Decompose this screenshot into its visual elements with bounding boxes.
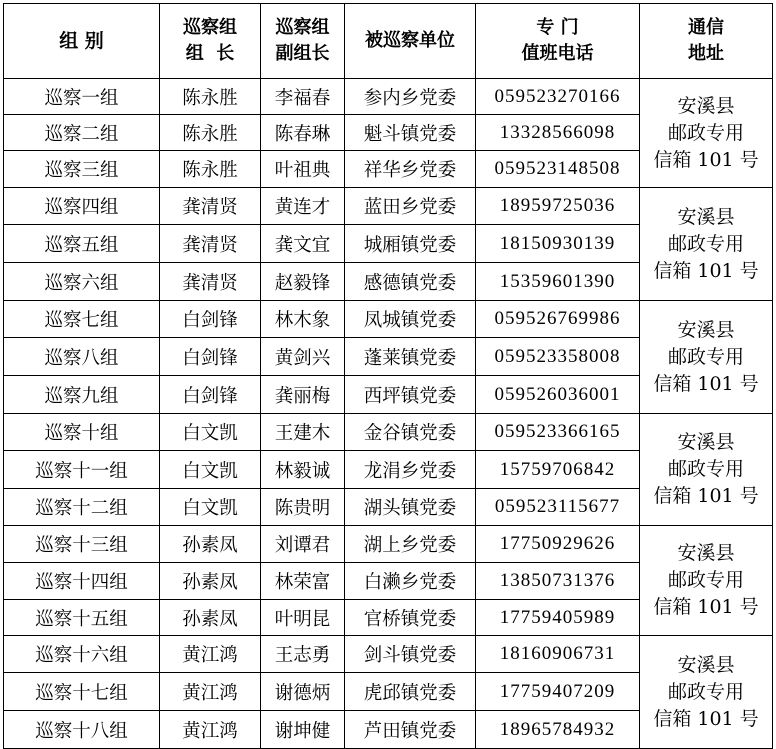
- cell-unit: 金谷镇党委: [345, 414, 476, 451]
- cell-unit: 白濑乡党委: [345, 563, 476, 600]
- cell-group: 巡察二组: [4, 115, 160, 151]
- header-phone-line2: 值班电话: [521, 43, 594, 64]
- cell-phone: 18150930139: [476, 225, 640, 263]
- cell-deputy: 黄连才: [261, 188, 345, 225]
- address-line2: 邮政专用: [667, 232, 744, 255]
- address-line3: 信箱 101 号: [653, 148, 759, 171]
- cell-unit: 参内乡党委: [345, 79, 476, 115]
- address-line3: 信箱 101 号: [653, 707, 759, 730]
- cell-unit: 感德镇党委: [345, 263, 476, 301]
- cell-group: 巡察一组: [4, 79, 160, 115]
- cell-phone: 18160906731: [476, 636, 640, 673]
- cell-leader: 陈永胜: [160, 115, 261, 151]
- table-row: [4, 414, 773, 451]
- table-row: [4, 636, 773, 673]
- address-line1: 安溪县: [677, 431, 735, 453]
- cell-leader: 黄江鸿: [160, 673, 261, 711]
- cell-group: 巡察十组: [4, 414, 160, 451]
- cell-unit: 西坪镇党委: [345, 376, 476, 414]
- header-address: [640, 4, 773, 79]
- cell-phone: 17759407209: [476, 673, 640, 711]
- cell-unit: 魁斗镇党委: [345, 115, 476, 151]
- cell-group: 巡察四组: [4, 188, 160, 225]
- cell-phone: 17759405989: [476, 600, 640, 636]
- header-deputy-line2: 副组长: [275, 43, 330, 64]
- cell-group: 巡察十三组: [4, 526, 160, 563]
- address-line3: 信箱 101 号: [653, 372, 759, 395]
- cell-address: [640, 79, 773, 188]
- cell-leader: 白剑锋: [160, 301, 261, 338]
- address-line1: 安溪县: [677, 653, 735, 676]
- cell-deputy: 龚文宜: [261, 225, 345, 263]
- cell-phone: 15359601390: [476, 263, 640, 301]
- header-leader: [160, 4, 261, 79]
- cell-group: 巡察三组: [4, 151, 160, 188]
- header-address-line1: 通信: [688, 17, 724, 38]
- cell-group: 巡察十八组: [4, 711, 160, 749]
- cell-deputy: 林荣富: [261, 563, 345, 600]
- cell-phone: 059523270166: [476, 79, 640, 115]
- cell-leader: 白剑锋: [160, 338, 261, 376]
- cell-unit: 祥华乡党委: [345, 151, 476, 188]
- cell-leader: 孙素凤: [160, 600, 261, 636]
- cell-unit: 芦田镇党委: [345, 711, 476, 749]
- cell-unit: 湖上乡党委: [345, 526, 476, 563]
- patrol-group-table: [3, 3, 773, 749]
- address-line2: 邮政专用: [667, 569, 744, 591]
- cell-phone: 059526036001: [476, 376, 640, 414]
- cell-leader: 陈永胜: [160, 151, 261, 188]
- address-line2: 邮政专用: [667, 458, 744, 480]
- header-phone-line1: 专 门: [536, 17, 579, 38]
- cell-leader: 孙素凤: [160, 526, 261, 563]
- cell-deputy: 叶祖典: [261, 151, 345, 188]
- cell-group: 巡察十五组: [4, 600, 160, 636]
- address-line2: 邮政专用: [667, 680, 744, 703]
- cell-deputy: 谢坤健: [261, 711, 345, 749]
- cell-leader: 龚清贤: [160, 263, 261, 301]
- cell-deputy: 王建木: [261, 414, 345, 451]
- cell-deputy: 陈春琳: [261, 115, 345, 151]
- cell-group: 巡察十一组: [4, 451, 160, 489]
- cell-group: 巡察十六组: [4, 636, 160, 673]
- cell-deputy: 林木象: [261, 301, 345, 338]
- cell-deputy: 赵毅锋: [261, 263, 345, 301]
- cell-leader: 白文凯: [160, 489, 261, 526]
- cell-address: [640, 414, 773, 526]
- cell-unit: 虎邱镇党委: [345, 673, 476, 711]
- cell-deputy: 刘谭君: [261, 526, 345, 563]
- header-unit: 被巡察单位: [345, 4, 476, 79]
- cell-leader: 龚清贤: [160, 225, 261, 263]
- cell-unit: 剑斗镇党委: [345, 636, 476, 673]
- cell-deputy: 龚丽梅: [261, 376, 345, 414]
- cell-leader: 陈永胜: [160, 79, 261, 115]
- cell-phone: 18959725036: [476, 188, 640, 225]
- cell-group: 巡察十四组: [4, 563, 160, 600]
- cell-deputy: 叶明昆: [261, 600, 345, 636]
- cell-deputy: 王志勇: [261, 636, 345, 673]
- cell-phone: 059523115677: [476, 489, 640, 526]
- cell-deputy: 李福春: [261, 79, 345, 115]
- header-leader-line2: 组 长: [185, 43, 235, 64]
- cell-leader: 白文凯: [160, 451, 261, 489]
- address-line3: 信箱 101 号: [653, 259, 759, 282]
- cell-unit: 城厢镇党委: [345, 225, 476, 263]
- cell-phone: 18965784932: [476, 711, 640, 749]
- address-line3: 信箱 101 号: [653, 596, 759, 618]
- cell-group: 巡察九组: [4, 376, 160, 414]
- cell-deputy: 陈贵明: [261, 489, 345, 526]
- cell-unit: 蓬莱镇党委: [345, 338, 476, 376]
- cell-unit: 蓝田乡党委: [345, 188, 476, 225]
- cell-address: [640, 636, 773, 749]
- table-row: [4, 79, 773, 115]
- cell-leader: 龚清贤: [160, 188, 261, 225]
- header-address-line2: 地址: [688, 43, 724, 64]
- address-line1: 安溪县: [677, 94, 735, 117]
- table-row: [4, 188, 773, 225]
- address-line1: 安溪县: [677, 542, 735, 564]
- cell-phone: 059526769986: [476, 301, 640, 338]
- cell-phone: 059523148508: [476, 151, 640, 188]
- cell-phone: 13850731376: [476, 563, 640, 600]
- cell-leader: 黄江鸿: [160, 711, 261, 749]
- cell-unit: 湖头镇党委: [345, 489, 476, 526]
- cell-group: 巡察十二组: [4, 489, 160, 526]
- cell-group: 巡察八组: [4, 338, 160, 376]
- cell-phone: 13328566098: [476, 115, 640, 151]
- header-deputy-line1: 巡察组: [275, 17, 330, 38]
- cell-group: 巡察五组: [4, 225, 160, 263]
- cell-unit: 龙涓乡党委: [345, 451, 476, 489]
- cell-leader: 白文凯: [160, 414, 261, 451]
- cell-deputy: 林毅诚: [261, 451, 345, 489]
- cell-group: 巡察七组: [4, 301, 160, 338]
- cell-address: [640, 526, 773, 636]
- address-line1: 安溪县: [677, 318, 735, 341]
- header-phone: [476, 4, 640, 79]
- cell-leader: 白剑锋: [160, 376, 261, 414]
- cell-phone: 059523366165: [476, 414, 640, 451]
- cell-group: 巡察六组: [4, 263, 160, 301]
- cell-leader: 孙素凤: [160, 563, 261, 600]
- cell-address: [640, 188, 773, 301]
- header-deputy: [261, 4, 345, 79]
- header-leader-line1: 巡察组: [183, 17, 237, 38]
- address-line1: 安溪县: [677, 205, 735, 228]
- cell-deputy: 黄剑兴: [261, 338, 345, 376]
- table-row: [4, 526, 773, 563]
- address-line2: 邮政专用: [667, 121, 744, 144]
- cell-address: [640, 301, 773, 414]
- table-row: [4, 301, 773, 338]
- cell-unit: 凤城镇党委: [345, 301, 476, 338]
- cell-phone: 17750929626: [476, 526, 640, 563]
- cell-phone: 059523358008: [476, 338, 640, 376]
- cell-unit: 官桥镇党委: [345, 600, 476, 636]
- cell-phone: 15759706842: [476, 451, 640, 489]
- cell-group: 巡察十七组: [4, 673, 160, 711]
- address-line3: 信箱 101 号: [653, 485, 759, 507]
- header-row: [4, 4, 773, 79]
- header-group: 组 别: [4, 4, 160, 79]
- cell-leader: 黄江鸿: [160, 636, 261, 673]
- cell-deputy: 谢德炳: [261, 673, 345, 711]
- address-line2: 邮政专用: [667, 345, 744, 368]
